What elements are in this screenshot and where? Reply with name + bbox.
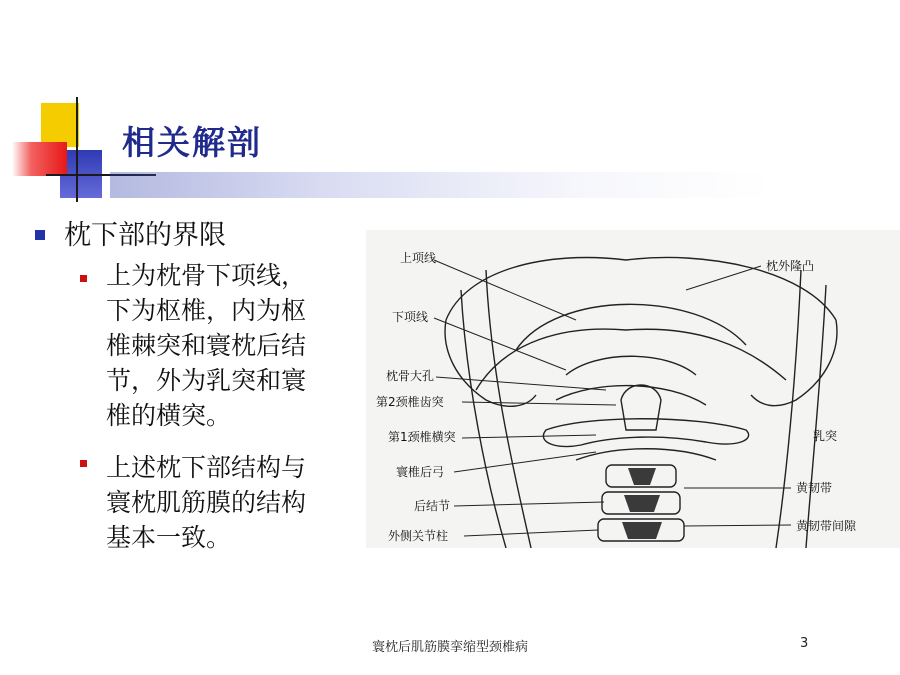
figure-label: 上项线 xyxy=(400,251,437,265)
decor-red-square xyxy=(12,142,67,176)
sub-bullet-1-line: 节，外为乳突和寰 xyxy=(106,366,307,395)
decor-vertical-line xyxy=(76,97,78,202)
figure-label: 乳突 xyxy=(813,429,838,443)
anatomy-drawing xyxy=(366,230,900,548)
sub-bullet-1-line: 上为枕骨下项线， xyxy=(106,261,307,290)
bullet-square-icon xyxy=(35,230,45,240)
figure-label: 下项线 xyxy=(392,310,429,324)
sub-bullet-1 xyxy=(106,258,356,433)
sub-bullet-1-line: 椎的横突。 xyxy=(106,401,232,430)
figure-label: 第1颈椎横突 xyxy=(388,430,456,444)
page-number: 3 xyxy=(800,636,809,651)
sub-bullet-2-line: 上述枕下部结构与 xyxy=(106,453,307,482)
figure-label: 后结节 xyxy=(414,499,451,513)
slide-title: 相关解剖 xyxy=(122,123,262,162)
sub-bullet-2-line: 基本一致。 xyxy=(106,523,232,552)
anatomy-figure xyxy=(366,230,900,548)
sub-bullet-1-line: 下为枢椎，内为枢 xyxy=(106,296,307,325)
sub-bullet-icon xyxy=(80,275,87,282)
title-underline-gradient xyxy=(110,172,890,198)
decor-yellow-square xyxy=(41,103,79,147)
sub-bullet-icon xyxy=(80,460,87,467)
sub-bullet-2-line: 寰枕肌筋膜的结构 xyxy=(106,488,307,517)
figure-label: 黄韧带间隙 xyxy=(796,519,857,533)
figure-label: 黄韧带 xyxy=(796,481,833,495)
sub-bullet-1-line: 椎棘突和寰枕后结 xyxy=(106,331,307,360)
figure-label: 第2颈椎齿突 xyxy=(376,395,444,409)
footer-title: 寰枕后肌筋膜挛缩型颈椎病 xyxy=(371,640,528,655)
main-bullet-text: 枕下部的界限 xyxy=(64,220,226,251)
sub-bullet-2 xyxy=(106,450,356,555)
figure-label: 外侧关节柱 xyxy=(388,529,449,543)
figure-label: 枕外隆凸 xyxy=(766,259,815,273)
figure-label: 寰椎后弓 xyxy=(396,465,445,479)
figure-label: 枕骨大孔 xyxy=(386,369,435,383)
